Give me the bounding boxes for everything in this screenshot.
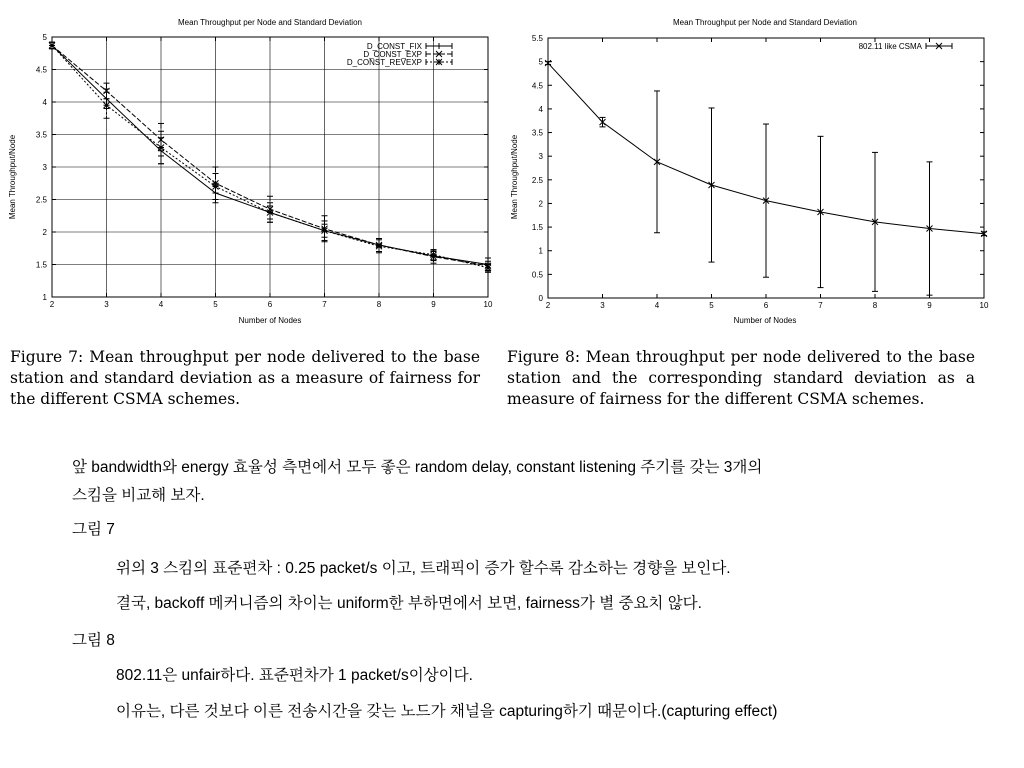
intro-line-2: 스킴을 비교해 보자.: [72, 487, 205, 504]
y-tick-label: 3.5: [35, 130, 47, 140]
y-tick-label: 2: [42, 228, 47, 237]
y-axis-label: Mean Throughput/Node: [510, 134, 519, 220]
y-tick-label: 3: [42, 163, 47, 172]
legend-label: 802.11 like CSMA: [858, 42, 922, 51]
figure-7-point-1: 위의 3 스킴의 표준편차 : 0.25 packet/s 이고, 트래픽이 증가 할수록 감소하는 경향을 보인다.: [116, 560, 731, 577]
y-tick-label: 1: [42, 293, 47, 302]
legend: [859, 42, 952, 51]
y-ticks: [36, 33, 488, 302]
marker: [376, 243, 382, 249]
figure-7-heading: 그림 7: [72, 521, 115, 538]
x-tick-label: 7: [322, 300, 327, 309]
y-tick-label: 2.5: [531, 175, 543, 185]
gridlines: [52, 37, 488, 297]
chart-title: Mean Throughput per Node and Standard Deviation: [178, 18, 362, 27]
intro-line-1: 앞 bandwidth와 energy 효율성 측면에서 모두 좋은 random delay, constant listening 주기를 갖는 3개의: [72, 459, 763, 476]
x-tick-label: 10: [483, 300, 493, 309]
figure-8-caption: Figure 8: Mean throughput per node delivered to the base station and the corresponding standard deviation as a measure of fairness for the different CSMA schemes.: [507, 348, 975, 408]
x-tick-label: 9: [927, 301, 932, 310]
y-tick-label: 1.5: [35, 260, 47, 270]
marker: [104, 102, 110, 108]
figure-8-point-2: 이유는, 다른 것보다 이른 전송시간을 갖는 노드가 채널을 capturing하기 때문이다.(capturing effect): [116, 703, 778, 720]
y-tick-label: 0.5: [531, 270, 543, 280]
x-tick-label: 4: [654, 301, 660, 310]
figure-7-point-2: 결국, backoff 메커니즘의 차이는 uniform한 부하면에서 보면, fairness가 별 중요치 않다.: [116, 595, 702, 612]
x-tick-label: 3: [600, 301, 605, 310]
x-tick-label: 9: [431, 300, 436, 309]
marker: [436, 59, 442, 65]
y-axis-label: Mean Throughput/Node: [8, 134, 17, 220]
legend-label: D_CONST_REVEXP: [346, 58, 422, 67]
x-tick-label: 2: [49, 300, 55, 309]
x-tick-label: 6: [267, 300, 273, 309]
marker: [158, 145, 164, 151]
x-tick-label: 5: [709, 301, 714, 310]
legend-label: D_CONST_FIX: [366, 42, 422, 51]
y-tick-label: 1: [538, 246, 543, 256]
x-tick-label: 2: [545, 301, 551, 310]
figure-8-heading: 그림 8: [72, 632, 115, 649]
marker: [436, 43, 442, 49]
x-tick-label: 6: [763, 301, 769, 310]
y-tick-label: 5.5: [531, 34, 543, 43]
y-tick-label: 2: [538, 199, 543, 209]
x-tick-label: 10: [979, 301, 989, 310]
y-tick-label: 5: [42, 33, 47, 42]
marker: [322, 228, 328, 234]
figure-8-chart: [505, 10, 1000, 330]
x-tick-label: 5: [213, 300, 218, 309]
x-axis-label: Number of Nodes: [238, 316, 302, 325]
legend-label: D_CONST_EXP: [363, 50, 422, 59]
y-tick-label: 3.5: [531, 128, 543, 138]
marker: [213, 184, 219, 190]
y-tick-label: 5: [538, 57, 543, 67]
figure-7-caption: Figure 7: Mean throughput per node delivered to the base station and standard deviation as a measure of fairness for the different CSMA schemes.: [10, 348, 480, 408]
x-ticks: [50, 37, 493, 309]
y-tick-label: 0: [538, 294, 543, 303]
x-tick-label: 8: [376, 300, 382, 309]
marker: [267, 210, 273, 216]
y-tick-label: 3: [538, 152, 543, 162]
figure-7-chart: [0, 10, 500, 330]
y-tick-label: 4: [42, 98, 47, 107]
y-ticks: [532, 34, 984, 303]
x-tick-label: 4: [158, 300, 164, 309]
y-tick-label: 4: [538, 104, 543, 114]
y-tick-label: 1.5: [531, 223, 543, 233]
marker: [431, 252, 437, 258]
legend: [347, 42, 452, 67]
x-tick-label: 8: [872, 301, 878, 310]
y-tick-label: 2.5: [35, 195, 47, 205]
x-axis-label: Number of Nodes: [733, 316, 797, 325]
x-ticks: [546, 38, 989, 310]
series-layer: [545, 60, 987, 295]
figure-8-point-1: 802.11은 unfair하다. 표준편차가 1 packet/s이상이다.: [116, 667, 473, 684]
x-tick-label: 7: [818, 301, 823, 310]
y-tick-label: 4.5: [35, 65, 47, 75]
y-tick-label: 4.5: [531, 81, 543, 91]
x-tick-label: 3: [104, 300, 109, 309]
chart-title: Mean Throughput per Node and Standard Deviation: [673, 18, 857, 27]
